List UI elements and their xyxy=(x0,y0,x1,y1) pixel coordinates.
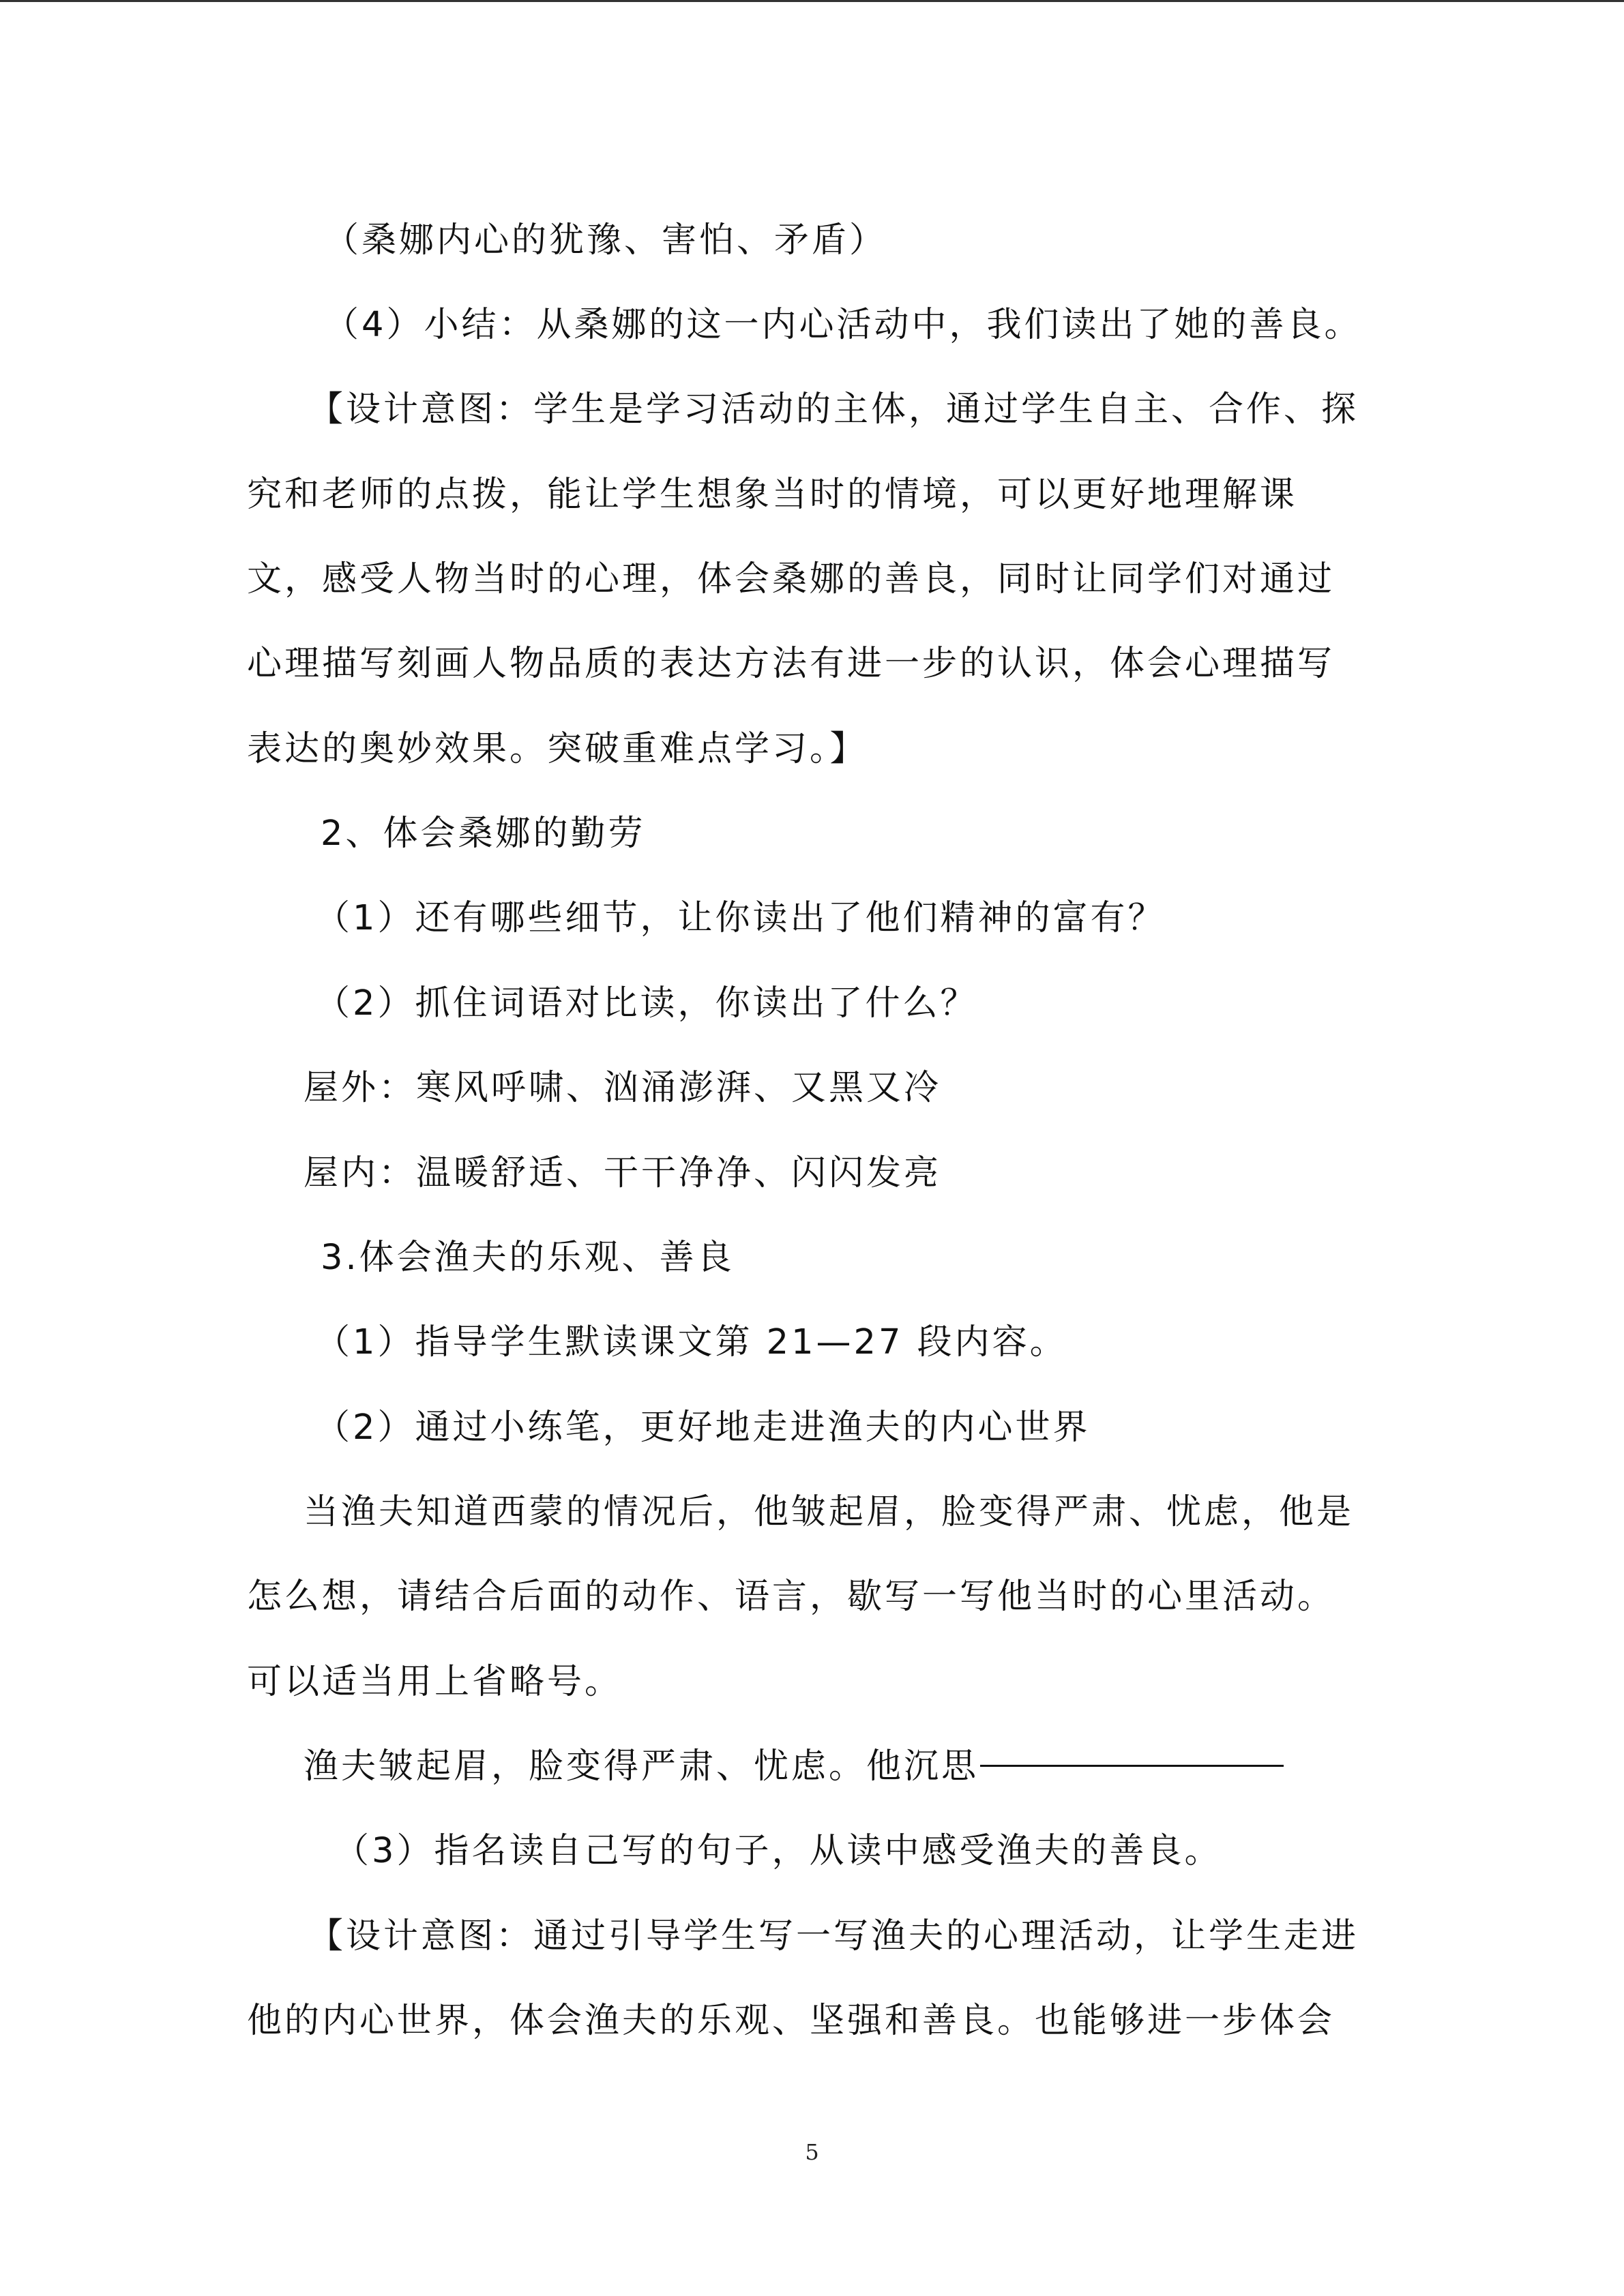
text-line-18: 可以适当用上省略号。 xyxy=(247,1662,623,1702)
text-line-19 xyxy=(304,1746,1284,1787)
text-line-2: （4）小结：从桑娜的这一内心活动中，我们读出了她的善良。 xyxy=(324,305,1362,345)
section-heading-2: 2、体会桑娜的勤劳 xyxy=(321,814,646,854)
page-number: 5 xyxy=(805,2139,819,2165)
text-line-9: （1）还有哪些细节，让你读出了他们精神的富有？ xyxy=(315,898,1166,938)
fill-in-blank-line xyxy=(980,1765,1284,1767)
text-line-6: 心理描写刻画人物品质的表达方法有进一步的认识，体会心理描写 xyxy=(247,644,1335,684)
text-line-22: 他的内心世界，体会渔夫的乐观、坚强和善良。也能够进一步体会 xyxy=(247,2001,1335,2041)
text-line-3: 【设计意图：学生是学习活动的主体，通过学生自主、合作、探 xyxy=(308,389,1359,430)
text-line-7: 表达的奥妙效果。突破重难点学习。】 xyxy=(247,729,868,769)
text-line-17: 怎么想，请结合后面的动作、语言，歇写一写他当时的心里活动。 xyxy=(247,1577,1335,1617)
text-line-11: 屋外：寒风呼啸、汹涌澎湃、又黑又冷 xyxy=(304,1068,942,1108)
fill-in-prompt: 渔夫皱起眉，脸变得严肃、忧虑。他沉思 xyxy=(304,1746,979,1787)
text-line-15: （2）通过小练笔，更好地走进渔夫的内心世界 xyxy=(315,1407,1091,1448)
text-line-20: （3）指名读自己写的句子，从读中感受渔夫的善良。 xyxy=(334,1831,1222,1871)
text-line-21: 【设计意图：通过引导学生写一写渔夫的心理活动，让学生走进 xyxy=(308,1916,1359,1956)
text-line-10: （2）抓住词语对比读，你读出了什么？ xyxy=(315,983,978,1024)
section-heading-3: 3.体会渔夫的乐观、善良 xyxy=(321,1238,735,1278)
text-line-14: （1）指导学生默读课文第 21—27 段内容。 xyxy=(315,1322,1067,1362)
text-line-5: 文，感受人物当时的心理，体会桑娜的善良，同时让同学们对通过 xyxy=(247,559,1335,599)
text-line-4: 究和老师的点拨，能让学生想象当时的情境，可以更好地理解课 xyxy=(247,475,1298,515)
text-line-1: （桑娜内心的犹豫、害怕、矛盾） xyxy=(324,220,887,260)
text-line-16: 当渔夫知道西蒙的情况后，他皱起眉，脸变得严肃、忧虑，他是 xyxy=(304,1492,1355,1532)
text-line-12: 屋内：温暖舒适、干干净净、闪闪发亮 xyxy=(304,1153,942,1193)
